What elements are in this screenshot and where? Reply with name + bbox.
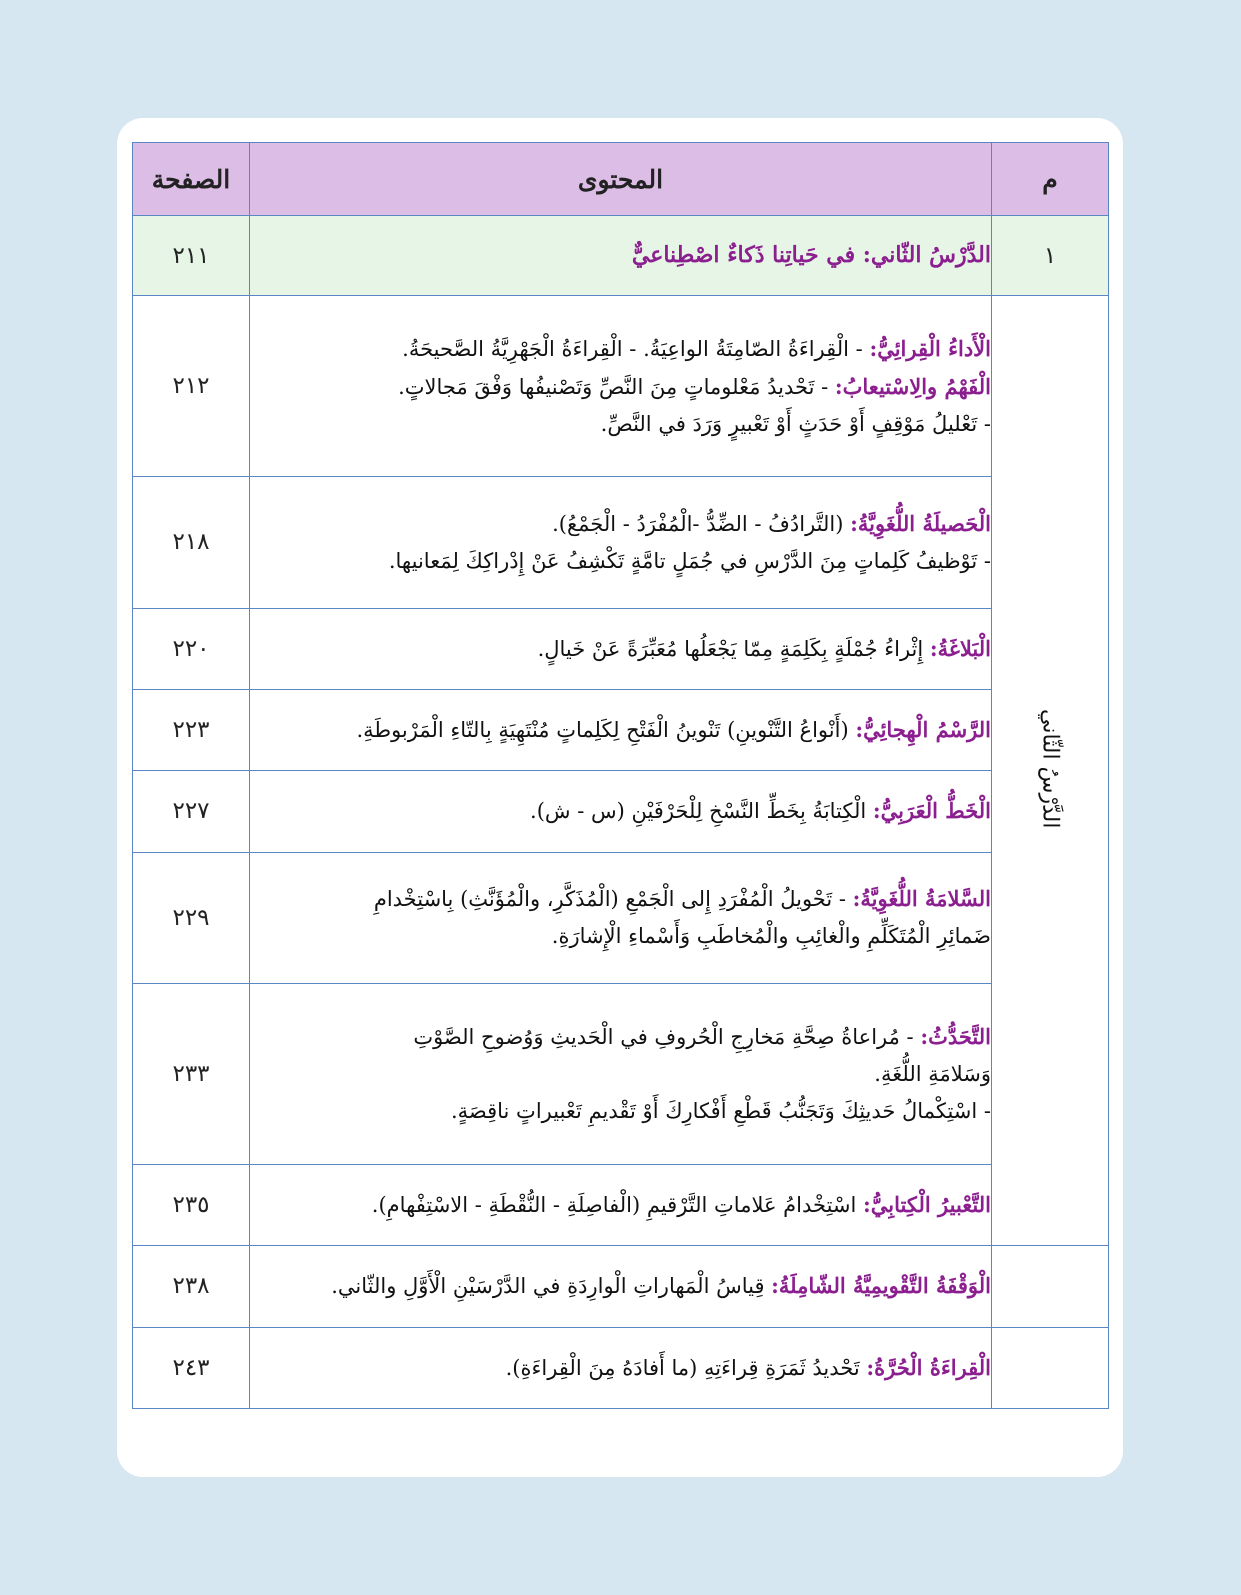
content-line xyxy=(250,630,991,668)
content-cell xyxy=(250,1327,992,1408)
header-row xyxy=(133,143,1109,216)
page-number: ٢٢٠ xyxy=(133,608,250,689)
table-row xyxy=(133,1164,1109,1245)
content-cell xyxy=(250,689,992,770)
line-text: تَحْديدُ ثَمَرَةِ قِراءَتِهِ (ما أَفادَهُ مِنَ الْقِراءَةِ). xyxy=(505,1355,867,1380)
content-line xyxy=(250,918,991,955)
header-page: الصفحة xyxy=(133,143,250,216)
page-number: ٢١٨ xyxy=(133,477,250,608)
line-text: ضَمائِرِ الْمُتَكَلِّمِ والْغائِبِ والْمُخاطَبِ وَأَسْماءِ الْإِشارَةِ. xyxy=(551,924,991,949)
content-line xyxy=(250,1267,991,1305)
content-cell xyxy=(250,296,992,477)
page-number: ٢٣٨ xyxy=(133,1246,250,1327)
table-row xyxy=(133,771,1109,852)
term-label: الْحَصيلَةُ اللُّغَوِيَّةُ: xyxy=(850,510,991,536)
line-text: (أَنْواعُ التَّنْوينِ) تَنْوينُ الْفَتْحِ لِكَلِماتٍ مُنْتَهِيَةٍ بِالتّاءِ الْمَرْبوطَةِ. xyxy=(356,718,856,743)
line-text: إِثْراءُ جُمْلَةٍ بِكَلِمَةٍ مِمّا يَجْعَلُها مُعَبِّرَةً عَنْ خَيالٍ. xyxy=(537,636,930,661)
term-label: الرَّسْمُ الْهِجائِيُّ: xyxy=(855,717,991,743)
line-text: - تَحْويلُ الْمُفْرَدِ إِلى الْجَمْعِ (الْمُذَكَّرِ، والْمُؤَنَّثِ) بِاسْتِخْدامِ xyxy=(373,887,853,912)
content-line xyxy=(250,406,991,443)
term-label: التَّحَدُّثُ: xyxy=(920,1023,991,1049)
page-number: ٢٢٣ xyxy=(133,689,250,770)
table-row xyxy=(133,608,1109,689)
line-text: - تَعْليلُ مَوْقِفٍ أَوْ حَدَثٍ أَوْ تَعْبيرٍ وَرَدَ في النَّصِّ. xyxy=(600,411,991,436)
lesson-row xyxy=(133,216,1109,296)
content-cell xyxy=(250,983,992,1164)
table-row xyxy=(133,1327,1109,1408)
content-cell xyxy=(250,608,992,689)
contents-table xyxy=(132,142,1109,1409)
page-number: ٢٣٣ xyxy=(133,983,250,1164)
content-line xyxy=(250,368,991,406)
table-row xyxy=(133,852,1109,983)
content-cell xyxy=(250,477,992,608)
term-label: التَّعْبيرُ الْكِتابِيُّ: xyxy=(863,1192,991,1218)
page-number: ٢٣٥ xyxy=(133,1164,250,1245)
content-line xyxy=(250,1056,991,1093)
content-line xyxy=(250,1018,991,1056)
line-text: - مُراعاةُ صِحَّةِ مَخارِجِ الْحُروفِ في الْحَديثِ وَوُضوحِ الصَّوْتِ xyxy=(413,1024,921,1049)
content-cell xyxy=(250,852,992,983)
table-row xyxy=(133,689,1109,770)
content-line xyxy=(250,1186,991,1224)
table-row xyxy=(133,1246,1109,1327)
content-line xyxy=(250,543,991,580)
line-text: وَسَلامَةِ اللُّغَةِ. xyxy=(874,1061,991,1086)
term-label: الْأَداءُ الْقِرائِيُّ: xyxy=(869,335,991,361)
lesson-title-cell xyxy=(250,216,992,296)
page-number: ٢٢٩ xyxy=(133,852,250,983)
content-line xyxy=(250,1349,991,1387)
table-row xyxy=(133,296,1109,477)
empty-num-cell xyxy=(992,1246,1109,1327)
line-text: - تَحْديدُ مَعْلوماتٍ مِنَ النَّصِّ وَتَصْنيفُها وَفْقَ مَجالاتٍ. xyxy=(398,374,835,399)
term-label: الْوَقْفَةُ التَّقْويمِيَّةُ الشّامِلَةُ: xyxy=(771,1273,991,1299)
header-content: المحتوى xyxy=(250,143,992,216)
page-number: ٢٢٧ xyxy=(133,771,250,852)
line-text: (التَّرادُفُ - الضِّدُّ -الْمُفْرَدُ - الْجَمْعُ). xyxy=(552,511,851,536)
content-line xyxy=(250,792,991,830)
term-label: الْبَلاغَةُ: xyxy=(929,635,991,661)
content-line xyxy=(250,1093,991,1130)
content-cell xyxy=(250,771,992,852)
table-row xyxy=(133,983,1109,1164)
content-line xyxy=(250,711,991,749)
side-label: الدَّرْسُ الثّاني xyxy=(1037,709,1063,829)
term-label: الْخَطُّ الْعَرَبِيُّ: xyxy=(872,798,991,824)
term-label: السَّلامَةُ اللُّغَوِيَّةُ: xyxy=(852,886,991,912)
term-label: الْفَهْمُ والِاسْتيعابُ: xyxy=(834,373,991,399)
line-text: اسْتِخْدامُ عَلاماتِ التَّرْقيمِ (الْفاصِلَةِ - النُّقْطَةِ - الاسْتِفْهامِ). xyxy=(371,1193,864,1218)
empty-num-cell xyxy=(992,1327,1109,1408)
lesson-page: ٢١١ xyxy=(133,216,250,296)
lesson-num: ١ xyxy=(992,216,1109,296)
line-text: - تَوْظيفُ كَلِماتٍ مِنَ الدَّرْسِ في جُمَلٍ تامَّةٍ تَكْشِفُ عَنْ إِدْراكِكَ لِمَعانيها. xyxy=(388,548,991,573)
line-text: قِياسُ الْمَهاراتِ الْوارِدَةِ في الدَّرْسَيْنِ الْأَوَّلِ والثّاني. xyxy=(331,1274,772,1299)
line-text: - الْقِراءَةُ الصّامِتَةُ الواعِيَةُ. - الْقِراءَةُ الْجَهْرِيَّةُ الصَّحيحَةُ. xyxy=(402,336,870,361)
line-text: الْكِتابَةُ بِخَطِّ النَّسْخِ لِلْحَرْفَيْنِ (س - ش). xyxy=(530,799,873,824)
content-line xyxy=(250,330,991,368)
lesson-title: الدَّرْسُ الثّاني: في حَياتِنا ذَكاءٌ اصْطِناعيٌّ xyxy=(631,242,991,269)
term-label: الْقِراءَةُ الْحُرَّةُ: xyxy=(866,1354,991,1380)
table-row xyxy=(133,477,1109,608)
content-line xyxy=(250,880,991,918)
content-cell xyxy=(250,1246,992,1327)
line-text: - اسْتِكْمالُ حَديثِكَ وَتَجَنُّبُ قَطْعِ أَفْكارِكَ أَوْ تَقْديمِ تَعْبيراتٍ ناقِصَةٍ. xyxy=(450,1098,991,1123)
content-line xyxy=(250,505,991,543)
page-number: ٢١٢ xyxy=(133,296,250,477)
header-num: م xyxy=(992,143,1109,216)
page-number: ٢٤٣ xyxy=(133,1327,250,1408)
side-label-cell xyxy=(992,296,1109,1246)
content-cell xyxy=(250,1164,992,1245)
